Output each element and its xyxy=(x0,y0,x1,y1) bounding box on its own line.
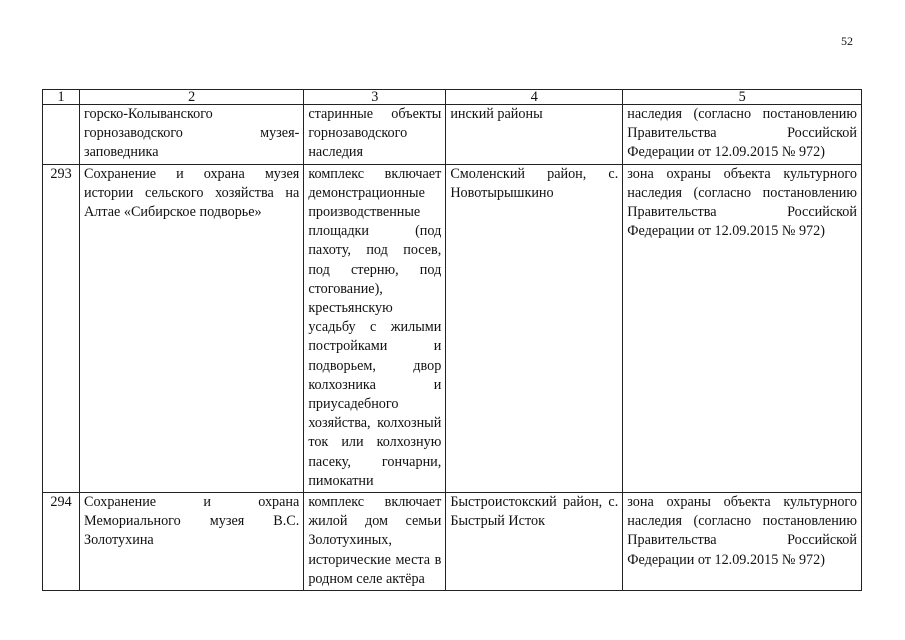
column-header-2: 2 xyxy=(80,90,304,105)
table-row xyxy=(43,164,862,492)
object-name: Сохранение и охрана Мемориального музея В.С. Золотухина xyxy=(80,493,304,591)
page-number: 52 xyxy=(841,34,853,48)
object-name: горско-Колыванского горнозаводского музея-заповедника xyxy=(80,105,304,165)
protection-zone: наследия (согласно постановлению Правительства Российской Федерации от 12.09.2015 № 972) xyxy=(623,105,862,165)
protection-zone: зона охраны объекта культурного наследия (согласно постановлению Правительства Российской Федерации от 12.09.2015 № 972) xyxy=(623,493,862,591)
row-number: 294 xyxy=(43,493,80,591)
object-description: комплекс включает жилой дом семьи Золотухиных, исторические места в родном селе актёра xyxy=(304,493,446,591)
column-header-3: 3 xyxy=(304,90,446,105)
row-number: 293 xyxy=(43,164,80,492)
table-row xyxy=(43,493,862,591)
document-table xyxy=(42,89,862,591)
table-row xyxy=(43,105,862,165)
object-name: Сохранение и охрана музея истории сельского хозяйства на Алтае «Сибирское подворье» xyxy=(80,164,304,492)
object-description: старинные объекты горнозаводского наследия xyxy=(304,105,446,165)
row-number xyxy=(43,105,80,165)
object-description: комплекс включает демонстрационные производственные площадки (под пахоту, под посев, под стерню, под стогование), крестьянскую усадьбу с жилыми постройками и подворьем, двор колхозника и приусадебного хозяйства, колхозный ток или колхозную пасеку, гончарни, пимокатни xyxy=(304,164,446,492)
column-header-5: 5 xyxy=(623,90,862,105)
column-header-4: 4 xyxy=(446,90,623,105)
object-location: Быстроистокский район, с. Быстрый Исток xyxy=(446,493,623,591)
object-location: инский районы xyxy=(446,105,623,165)
column-header-1: 1 xyxy=(43,90,80,105)
protection-zone: зона охраны объекта культурного наследия (согласно постановлению Правительства Российской Федерации от 12.09.2015 № 972) xyxy=(623,164,862,492)
table-header-row xyxy=(43,90,862,105)
object-location: Смоленский район, с. Новотырышкино xyxy=(446,164,623,492)
